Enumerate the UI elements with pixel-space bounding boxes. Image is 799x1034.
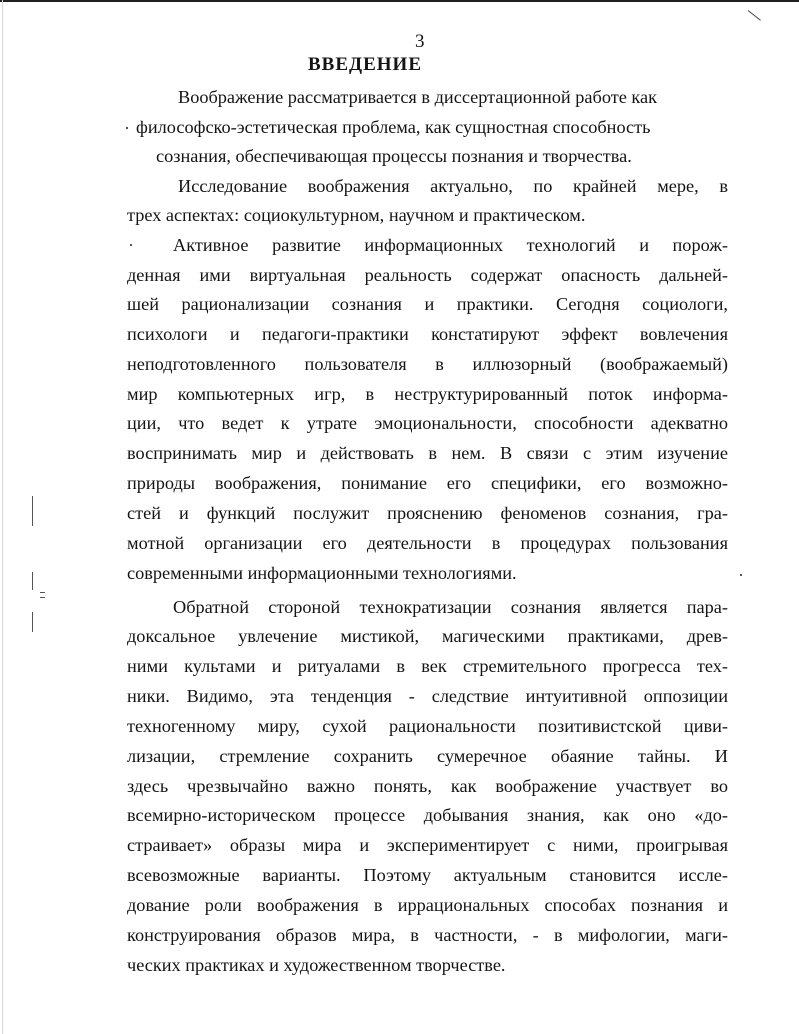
text-line: ческих практиках и художественном творчестве.	[127, 955, 506, 975]
scan-left-edge	[2, 0, 3, 1034]
text-line: ними культами и ритуалами в век стремительного прогресса тех-	[127, 656, 728, 676]
text-line: Воображение рассматривается в диссертационной работе как	[178, 87, 657, 107]
scan-mark	[740, 574, 742, 576]
text-line: Исследование воображения актуально, по крайней мере, в	[178, 176, 728, 196]
text-line: трех аспектах: социокультурном, научном и практическом.	[127, 205, 586, 225]
scan-mark	[130, 244, 132, 246]
scan-mark	[126, 127, 128, 129]
scan-mark	[32, 612, 33, 632]
text-line: сознания, обеспечивающая процессы познания и творчества.	[156, 146, 632, 166]
text-line: неподготовленного пользователя в иллюзорный (воображаемый)	[127, 354, 728, 374]
scan-mark	[40, 597, 45, 598]
text-line: всемирно-историческом процессе добывания знания, как оно «до-	[127, 805, 728, 825]
scan-mark	[32, 572, 33, 590]
text-line: мир компьютерных игр, в неструктурированный поток информа-	[127, 384, 728, 404]
text-line: ники. Видимо, эта тенденция - следствие интуитивной оппозиции	[127, 686, 728, 706]
text-line: ции, что ведет к утрате эмоциональности, способности адекватно	[127, 413, 728, 433]
scan-top-border	[0, 0, 799, 2]
text-line: стей и функций послужит прояснению феноменов сознания, гра-	[127, 503, 728, 523]
page-number: 3	[415, 31, 425, 52]
text-line: лизации, стремление сохранить сумеречное обаяние тайны. И	[127, 746, 728, 766]
page-title: ВВЕДЕНИЕ	[308, 54, 422, 75]
text-line: современными информационными технологиями.	[127, 563, 517, 583]
text-line: психологи и педагоги-практики констатируют эффект вовлечения	[127, 324, 728, 344]
scan-mark	[32, 496, 33, 526]
text-line: природы воображения, понимание его специфики, его возможно-	[127, 473, 728, 493]
text-line: Активное развитие информационных технологий и порож-	[173, 235, 728, 255]
text-line: Обратной стороной технократизации сознания является пара-	[173, 597, 728, 617]
text-line: страивает» образы мира и экспериментирует с ними, проигрывая	[127, 835, 728, 855]
text-line: доксальное увлечение мистикой, магическими практиками, древ-	[127, 626, 728, 646]
text-line: шей рационализации сознания и практики. Сегодня социологи,	[127, 294, 728, 314]
scan-corner-mark	[748, 10, 761, 21]
text-line: всевозможные варианты. Поэтому актуальным становится иссле-	[127, 865, 728, 885]
text-line: техногенному миру, сухой рациональности позитивистской циви-	[127, 716, 728, 736]
text-line: философско-эстетическая проблема, как сущностная способность	[136, 117, 651, 137]
text-line: мотной организации его деятельности в процедурах пользования	[127, 533, 728, 553]
text-line: денная ими виртуальная реальность содержат опасность дальней-	[127, 265, 728, 285]
text-line: конструирования образов мира, в частности, - в мифологии, маги-	[127, 925, 728, 945]
text-line: дование роли воображения в иррациональных способах познания и	[127, 895, 728, 915]
text-line: здесь чрезвычайно важно понять, как воображение участвует во	[127, 776, 728, 796]
scan-mark	[40, 592, 45, 593]
text-line: воспринимать мир и действовать в нем. В связи с этим изучение	[127, 443, 728, 463]
